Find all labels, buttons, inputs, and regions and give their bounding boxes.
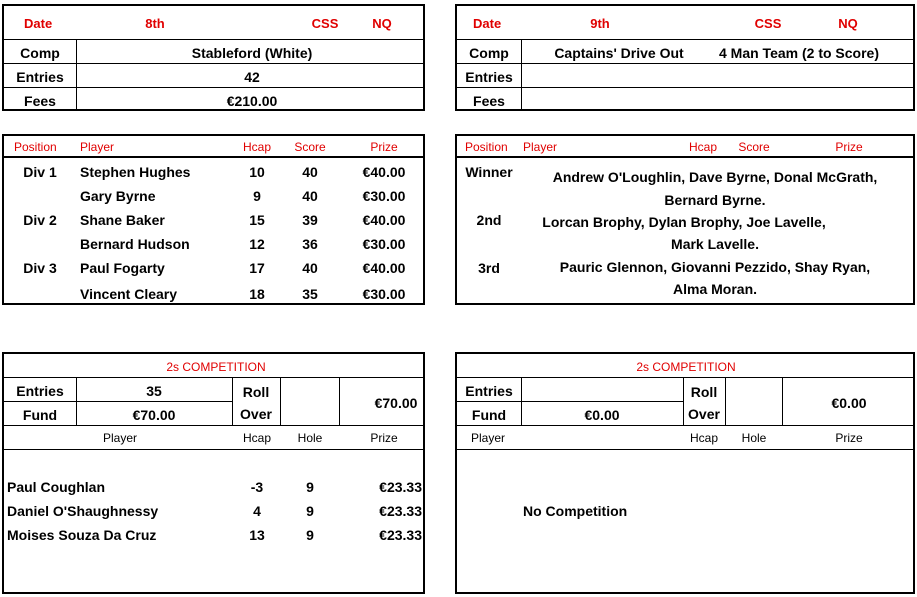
result-hcap: 9 (253, 188, 261, 204)
right-twos-player-header: Player (471, 431, 506, 445)
left-twos-entries-value: 35 (146, 383, 162, 399)
right-results-position-header: Position (465, 140, 508, 154)
team-members-line1: Lorcan Brophy, Dylan Brophy, Joe Lavelle, (542, 214, 826, 230)
right-results-box (455, 134, 915, 305)
right-results-score-header: Score (738, 140, 770, 154)
right-results-prize-header: Prize (835, 140, 863, 154)
left-comp-value: Stableford (White) (191, 45, 313, 61)
left-twos-box (2, 352, 425, 594)
result-position: Div 3 (23, 260, 57, 276)
left-fees-value: €210.00 (226, 93, 278, 109)
result-hcap: 12 (249, 236, 265, 252)
left-results-player-header: Player (80, 140, 115, 154)
right-entries-label: Entries (465, 69, 513, 85)
left-results-box (2, 134, 425, 305)
left-twos-player-header: Player (102, 431, 138, 445)
left-entries-value: 42 (244, 69, 260, 85)
left-date-label: Date (24, 16, 53, 31)
right-fees-label: Fees (473, 93, 505, 109)
result-prize: €30.00 (362, 188, 406, 204)
result-score: 36 (302, 236, 318, 252)
left-twos-title: 2s COMPETITION (166, 360, 266, 374)
right-date-value: 9th (590, 16, 610, 31)
left-twos-fund-label: Fund (22, 407, 58, 423)
left-fees-label: Fees (24, 93, 56, 109)
result-player: Paul Fogarty (80, 260, 165, 276)
left-date-value: 8th (145, 16, 165, 31)
result-score: 40 (302, 260, 318, 276)
twos-hcap: 4 (253, 503, 261, 519)
left-twos-hole-header: Hole (297, 431, 323, 445)
team-members-line1: Pauric Glennon, Giovanni Pezzido, Shay Ryan, (559, 259, 871, 275)
right-twos-prize-header: Prize (835, 431, 863, 445)
result-prize: €30.00 (362, 286, 406, 302)
twos-hcap: 13 (249, 527, 265, 543)
twos-hole: 9 (306, 479, 314, 495)
right-comp-value-format: 4 Man Team (2 to Score) (718, 45, 880, 61)
right-twos-title: 2s COMPETITION (636, 360, 736, 374)
twos-prize: €23.33 (379, 479, 422, 495)
left-results-position-header: Position (14, 140, 57, 154)
right-twos-over-label: Over (688, 406, 720, 422)
left-comp-label: Comp (20, 45, 60, 61)
twos-player: Moises Souza Da Cruz (7, 527, 157, 543)
team-position: 3rd (478, 260, 500, 276)
result-score: 40 (302, 188, 318, 204)
team-members-line2: Bernard Byrne. (664, 192, 766, 208)
right-results-hcap-header: Hcap (688, 140, 718, 154)
left-nq-label: NQ (372, 16, 392, 31)
right-twos-roll-label: Roll (690, 384, 718, 400)
left-twos-prize-header: Prize (370, 431, 398, 445)
result-player: Shane Baker (80, 212, 165, 228)
result-position: Div 2 (23, 212, 57, 228)
left-results-prize-header: Prize (370, 140, 398, 154)
result-prize: €30.00 (362, 236, 406, 252)
right-twos-box (455, 352, 915, 594)
right-twos-fund-value: €0.00 (584, 407, 620, 423)
right-comp-label: Comp (469, 45, 509, 61)
right-twos-total: €0.00 (831, 395, 867, 411)
result-player: Gary Byrne (80, 188, 156, 204)
result-prize: €40.00 (362, 260, 406, 276)
twos-hole: 9 (306, 503, 314, 519)
left-twos-total: €70.00 (374, 395, 418, 411)
right-twos-hcap-header: Hcap (689, 431, 719, 445)
twos-hcap: -3 (250, 479, 264, 495)
left-twos-over-label: Over (240, 406, 272, 422)
right-twos-no-competition: No Competition (523, 503, 628, 519)
result-player: Bernard Hudson (80, 236, 190, 252)
twos-prize: €23.33 (379, 527, 422, 543)
left-css-label: CSS (311, 16, 339, 31)
right-info-box (455, 4, 915, 111)
team-position: 2nd (476, 212, 502, 228)
result-hcap: 15 (249, 212, 265, 228)
result-hcap: 17 (249, 260, 265, 276)
left-twos-fund-value: €70.00 (132, 407, 176, 423)
result-score: 35 (302, 286, 318, 302)
right-twos-hole-header: Hole (741, 431, 767, 445)
twos-player: Daniel O'Shaughnessy (7, 503, 159, 519)
right-css-label: CSS (754, 16, 782, 31)
team-members-line2: Mark Lavelle. (671, 236, 759, 252)
result-score: 40 (302, 164, 318, 180)
left-results-hcap-header: Hcap (242, 140, 272, 154)
left-entries-label: Entries (16, 69, 64, 85)
left-info-box (2, 4, 425, 111)
team-position: Winner (465, 164, 513, 180)
right-date-label: Date (473, 16, 502, 31)
result-score: 39 (302, 212, 318, 228)
right-results-player-header: Player (523, 140, 558, 154)
twos-player: Paul Coughlan (7, 479, 105, 495)
team-members-line1: Andrew O'Loughlin, Dave Byrne, Donal McGrath, (552, 169, 878, 185)
left-results-score-header: Score (294, 140, 326, 154)
result-hcap: 10 (249, 164, 265, 180)
result-prize: €40.00 (362, 212, 406, 228)
twos-hole: 9 (306, 527, 314, 543)
result-hcap: 18 (249, 286, 265, 302)
result-player: Stephen Hughes (80, 164, 191, 180)
result-prize: €40.00 (362, 164, 406, 180)
right-twos-fund-label: Fund (471, 407, 507, 423)
left-twos-roll-label: Roll (242, 384, 270, 400)
result-position: Div 1 (23, 164, 57, 180)
left-twos-hcap-header: Hcap (242, 431, 272, 445)
right-twos-entries-label: Entries (465, 383, 513, 399)
team-members-line2: Alma Moran. (672, 281, 758, 297)
right-nq-label: NQ (838, 16, 858, 31)
twos-prize: €23.33 (379, 503, 422, 519)
left-twos-entries-label: Entries (16, 383, 64, 399)
right-comp-value: Captains' Drive Out (554, 45, 684, 61)
result-player: Vincent Cleary (80, 286, 178, 302)
